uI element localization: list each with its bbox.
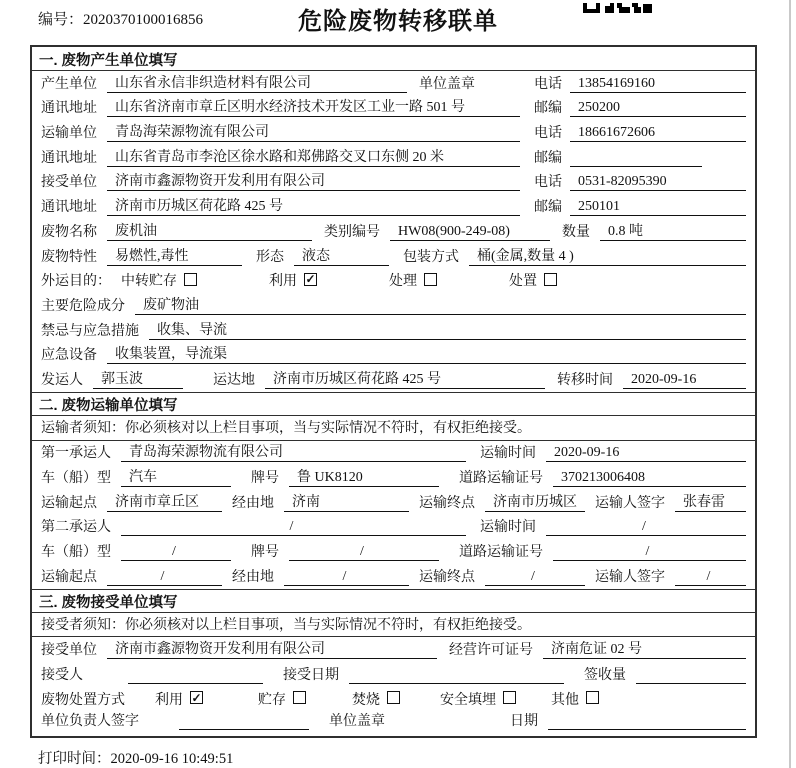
carrier1-value: 青岛海荣源物流有限公司 bbox=[121, 441, 466, 462]
via1-label: 经由地 bbox=[232, 495, 274, 511]
chief-sign-label: 单位负责人签字 bbox=[41, 714, 139, 730]
transport-purpose-row bbox=[32, 269, 755, 294]
carrier1-label: 第一承运人 bbox=[41, 446, 111, 462]
receiver-row bbox=[32, 170, 755, 195]
taboo-value: 收集、导流 bbox=[149, 319, 746, 340]
packing-label: 包装方式 bbox=[403, 249, 459, 265]
disposal-other-checkbox bbox=[586, 691, 599, 704]
license2-value: / bbox=[553, 544, 746, 561]
producer-value: 山东省永信非织造材料有限公司 bbox=[107, 72, 407, 93]
waste-name-label: 废物名称 bbox=[41, 224, 97, 240]
producer-label: 产生单位 bbox=[41, 76, 97, 92]
disposal-utilize-checkbox bbox=[190, 691, 203, 704]
carrier2-value: / bbox=[121, 519, 466, 536]
dest-label: 运达地 bbox=[213, 372, 255, 388]
shipper-row bbox=[32, 367, 755, 392]
chief-sign-value bbox=[179, 713, 309, 730]
sign1-value: 张春雷 bbox=[675, 491, 746, 512]
receiver-seal-label: 单位盖章 bbox=[329, 714, 385, 730]
qr-code-partial-icon bbox=[583, 0, 653, 18]
end1-label: 运输终点 bbox=[419, 495, 475, 511]
transporter-zip-label: 邮编 bbox=[534, 150, 562, 166]
purpose-option-dispose bbox=[509, 270, 557, 290]
vehicle1-value: 汽车 bbox=[121, 466, 231, 487]
form-label: 形态 bbox=[256, 249, 284, 265]
transporter-label: 运输单位 bbox=[41, 126, 97, 142]
character-value: 易燃性,毒性 bbox=[107, 245, 242, 266]
character-label: 废物特性 bbox=[41, 249, 97, 265]
print-time-line bbox=[38, 747, 233, 768]
acceptor-row bbox=[32, 662, 755, 687]
disposal-store-label: 贮存 bbox=[258, 692, 286, 708]
purpose-option-treat bbox=[389, 270, 437, 290]
end2-label: 运输终点 bbox=[419, 569, 475, 585]
equipment-label: 应急设备 bbox=[41, 348, 97, 364]
accept-unit-value: 济南市鑫源物资开发利用有限公司 bbox=[107, 638, 437, 659]
receiver-phone-label: 电话 bbox=[534, 175, 562, 191]
print-time-value: 2020-09-16 10:49:51 bbox=[110, 751, 234, 767]
disposal-other-label: 其他 bbox=[551, 692, 579, 708]
license1-label: 道路运输证号 bbox=[459, 471, 543, 486]
route2-row bbox=[32, 564, 755, 589]
purpose-dispose-checkbox bbox=[544, 273, 557, 286]
received-label: 签收量 bbox=[584, 667, 626, 683]
date-label: 日期 bbox=[510, 714, 538, 730]
purpose-storage-checkbox bbox=[184, 273, 197, 286]
serial-label: 编号： bbox=[38, 12, 84, 28]
receiver-notice-text: 接受者须知：你必须核对以上栏目事项，当与实际情况不符时，有权拒绝接受。 bbox=[41, 618, 531, 634]
plate1-value: 鲁 UK8120 bbox=[289, 466, 439, 487]
disposal-option-incinerate bbox=[352, 689, 400, 709]
transporter-notice-row bbox=[32, 416, 755, 441]
quantity-value: 0.8 吨 bbox=[600, 220, 746, 241]
producer-zip-label: 邮编 bbox=[534, 101, 562, 117]
disposal-method-row bbox=[32, 687, 755, 712]
shipper-value: 郭玉波 bbox=[93, 368, 183, 389]
plate2-label: 牌号 bbox=[251, 545, 279, 561]
transporter-addr-label: 通讯地址 bbox=[41, 150, 97, 166]
disposal-incinerate-checkbox bbox=[387, 691, 400, 704]
packing-value: 桶(金属,数量 4 ) bbox=[469, 245, 746, 266]
vehicle2-label: 车（船）型 bbox=[41, 545, 111, 561]
waste-character-row bbox=[32, 244, 755, 269]
origin1-label: 运输起点 bbox=[41, 495, 97, 511]
emergency-equipment-row bbox=[32, 343, 755, 368]
purpose-treat-checkbox bbox=[424, 273, 437, 286]
origin1-value: 济南市章丘区 bbox=[107, 491, 222, 512]
purpose-treat-label: 处理 bbox=[389, 274, 417, 290]
transporter-row bbox=[32, 120, 755, 145]
accept-date-value bbox=[349, 667, 564, 684]
purpose-utilize-label: 利用 bbox=[269, 274, 297, 290]
receiver-label: 接受单位 bbox=[41, 175, 97, 191]
checkbox-mark: ✓ bbox=[305, 272, 316, 287]
receiver-notice-row bbox=[32, 613, 755, 638]
producer-phone-label: 电话 bbox=[534, 76, 562, 92]
receiver-address-row bbox=[32, 194, 755, 219]
transporter-phone-label: 电话 bbox=[534, 126, 562, 142]
disposal-landfill-label: 安全填埋 bbox=[440, 692, 496, 708]
hazard-label: 主要危险成分 bbox=[41, 298, 125, 314]
receiver-addr-label: 通讯地址 bbox=[41, 200, 97, 216]
hazard-value: 废矿物油 bbox=[135, 294, 746, 315]
dest-value: 济南市历城区荷花路 425 号 bbox=[265, 368, 545, 389]
purpose-label: 外运目的： bbox=[41, 274, 111, 290]
waste-name-value: 废机油 bbox=[107, 220, 312, 241]
permit-value: 济南危证 02 号 bbox=[543, 638, 746, 659]
transporter-value: 青岛海荣源物流有限公司 bbox=[107, 121, 520, 142]
producer-zip-value: 250200 bbox=[570, 100, 746, 117]
equipment-value: 收集装置，导流渠 bbox=[107, 343, 746, 364]
via2-value: / bbox=[284, 569, 409, 586]
serial-number: 2020370100016856 bbox=[83, 12, 204, 28]
page-edge-line bbox=[789, 0, 791, 768]
carrier2-time-label: 运输时间 bbox=[480, 520, 536, 536]
end1-value: 济南市历城区 bbox=[485, 491, 585, 512]
shipper-label: 发运人 bbox=[41, 372, 83, 388]
carrier1-time-label: 运输时间 bbox=[480, 446, 536, 462]
receiver-zip-value: 250101 bbox=[570, 199, 746, 216]
transfer-time-label: 转移时间 bbox=[557, 372, 613, 388]
carrier2-time-value: / bbox=[546, 519, 746, 536]
accept-date-label: 接受日期 bbox=[283, 667, 339, 683]
vehicle1-label: 车（船）型 bbox=[41, 471, 111, 486]
origin2-label: 运输起点 bbox=[41, 569, 97, 585]
chief-signature-row bbox=[32, 712, 755, 737]
transporter-zip-value bbox=[570, 150, 702, 167]
taboo-measures-row bbox=[32, 318, 755, 343]
disposal-landfill-checkbox bbox=[503, 691, 516, 704]
plate1-label: 牌号 bbox=[251, 471, 279, 486]
receiver-phone-value: 0531-82095390 bbox=[570, 174, 746, 191]
acceptor-label: 接受人 bbox=[41, 667, 83, 683]
disposal-option-utilize bbox=[155, 689, 203, 709]
received-value bbox=[636, 667, 746, 684]
transporter-phone-value: 18661672606 bbox=[570, 125, 746, 142]
sign2-value: / bbox=[675, 569, 746, 586]
producer-seal-label: 单位盖章 bbox=[419, 76, 475, 92]
disposal-label: 废物处置方式 bbox=[41, 692, 125, 708]
hazard-component-row bbox=[32, 293, 755, 318]
date-value bbox=[548, 713, 746, 730]
transporter-notice-text: 运输者须知：你必须核对以上栏目事项，当与实际情况不符时，有权拒绝接受。 bbox=[41, 421, 531, 437]
origin2-value: / bbox=[107, 569, 222, 586]
accept-unit-row bbox=[32, 637, 755, 662]
section-transporter-header: 二. 废物运输单位填写 bbox=[32, 392, 755, 416]
permit-label: 经营许可证号 bbox=[449, 643, 533, 659]
category-value: HW08(900-249-08) bbox=[390, 224, 550, 241]
taboo-label: 禁忌与应急措施 bbox=[41, 323, 139, 339]
checkbox-mark: ✓ bbox=[191, 690, 202, 705]
category-label: 类别编号 bbox=[324, 224, 380, 240]
via1-value: 济南 bbox=[284, 491, 409, 512]
transporter-address-row bbox=[32, 145, 755, 170]
receiver-addr-value: 济南市历城区荷花路 425 号 bbox=[107, 195, 520, 216]
purpose-utilize-checkbox bbox=[304, 273, 317, 286]
purpose-dispose-label: 处置 bbox=[509, 274, 537, 290]
end2-value: / bbox=[485, 569, 585, 586]
carrier2-label: 第二承运人 bbox=[41, 520, 111, 536]
disposal-incinerate-label: 焚烧 bbox=[352, 692, 380, 708]
via2-label: 经由地 bbox=[232, 569, 274, 585]
purpose-option-utilize bbox=[269, 270, 317, 290]
disposal-option-landfill bbox=[440, 689, 516, 709]
acceptor-value bbox=[128, 667, 263, 684]
vehicle1-row bbox=[32, 465, 755, 490]
producer-address-row bbox=[32, 96, 755, 121]
plate2-value: / bbox=[289, 544, 439, 561]
carrier1-row bbox=[32, 441, 755, 466]
sign2-label: 运输人签字 bbox=[595, 569, 665, 585]
transporter-addr-value: 山东省青岛市李沧区徐水路和郑佛路交叉口东侧 20 米 bbox=[107, 146, 520, 167]
purpose-storage-label: 中转贮存 bbox=[121, 274, 177, 290]
page-title: 危险废物转移联单 bbox=[298, 9, 498, 35]
producer-addr-label: 通讯地址 bbox=[41, 101, 97, 117]
section-producer-header: 一. 废物产生单位填写 bbox=[32, 47, 755, 71]
sign1-label: 运输人签字 bbox=[595, 495, 665, 511]
quantity-label: 数量 bbox=[562, 224, 590, 240]
purpose-option-storage bbox=[121, 270, 197, 290]
receiver-zip-label: 邮编 bbox=[534, 200, 562, 216]
carrier2-row bbox=[32, 515, 755, 540]
section-receiver-header: 三. 废物接受单位填写 bbox=[32, 589, 755, 613]
license2-label: 道路运输证号 bbox=[459, 545, 543, 561]
manifest-form bbox=[30, 45, 757, 738]
disposal-option-other bbox=[551, 689, 599, 709]
vehicle2-row bbox=[32, 539, 755, 564]
producer-phone-value: 13854169160 bbox=[570, 76, 746, 93]
producer-row bbox=[32, 71, 755, 96]
accept-unit-label: 接受单位 bbox=[41, 643, 97, 659]
producer-addr-value: 山东省济南市章丘区明水经济技术开发区工业一路 501 号 bbox=[107, 96, 520, 117]
disposal-store-checkbox bbox=[293, 691, 306, 704]
disposal-option-store bbox=[258, 689, 306, 709]
receiver-value: 济南市鑫源物资开发利用有限公司 bbox=[107, 170, 520, 191]
waste-name-row bbox=[32, 219, 755, 244]
license1-value: 370213006408 bbox=[553, 470, 746, 487]
route1-row bbox=[32, 490, 755, 515]
form-value: 液态 bbox=[294, 245, 389, 266]
vehicle2-value: / bbox=[121, 544, 231, 561]
print-time-label: 打印时间： bbox=[38, 751, 111, 767]
carrier1-time-value: 2020-09-16 bbox=[546, 445, 746, 462]
transfer-time-value: 2020-09-16 bbox=[623, 372, 746, 389]
disposal-utilize-label: 利用 bbox=[155, 692, 183, 708]
